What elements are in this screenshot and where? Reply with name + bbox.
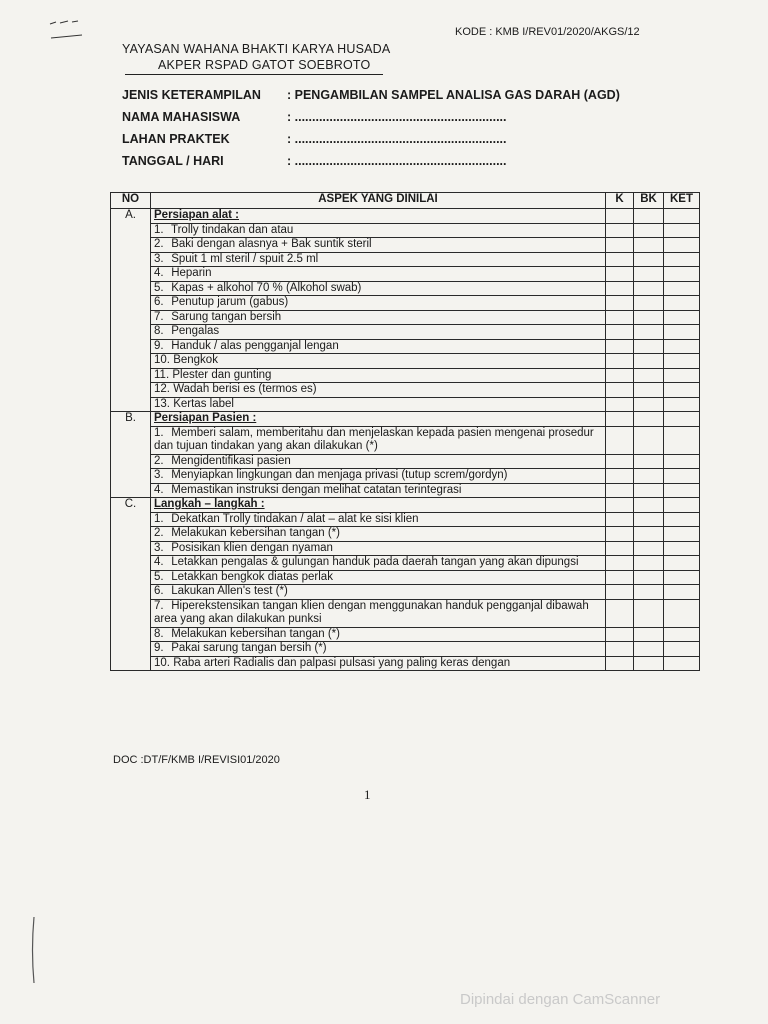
table-row: [111, 599, 700, 627]
table-row: [111, 585, 700, 600]
score-cell-k: [606, 454, 634, 469]
info-label: LAHAN PRAKTEK: [122, 132, 230, 146]
table-row: [111, 310, 700, 325]
info-label: TANGGAL / HARI: [122, 154, 224, 168]
item-text: Spuit 1 ml steril / spuit 2.5 ml: [171, 252, 319, 265]
item-cell: [151, 368, 606, 383]
score-cell-bk: [634, 527, 664, 542]
score-cell-ket: [664, 599, 700, 627]
table-row: [111, 383, 700, 398]
score-cell-ket: [664, 368, 700, 383]
info-label: JENIS KETERAMPILAN: [122, 88, 261, 102]
item-text: Baki dengan alasnya + Bak suntik steril: [171, 238, 372, 250]
table-row: [111, 627, 700, 642]
score-cell-bk: [634, 469, 664, 484]
table-row: [111, 223, 700, 238]
score-cell-ket: [664, 281, 700, 296]
score-cell-k: [606, 527, 634, 542]
score-cell-bk: [634, 656, 664, 671]
item-cell: [151, 310, 606, 325]
item-cell: [151, 296, 606, 311]
section-title: Persiapan alat :: [151, 209, 606, 224]
item-text: Raba arteri Radialis dan palpasi pulsasi yang paling keras dengan: [173, 656, 511, 669]
item-number: 1.: [154, 512, 164, 525]
table-row: [111, 339, 700, 354]
info-row: [122, 154, 506, 168]
score-cell-k: [606, 238, 634, 253]
score-cell-bk: [634, 512, 664, 527]
item-text: Kapas + alkohol 70 % (Alkohol swab): [171, 281, 362, 294]
score-cell-ket: [664, 267, 700, 282]
score-cell-bk: [634, 570, 664, 585]
score-cell-ket: [664, 339, 700, 354]
item-number: 11.: [154, 368, 170, 381]
score-cell-bk: [634, 498, 664, 513]
header-bk: BK: [634, 193, 664, 209]
item-number: 8.: [154, 627, 164, 640]
table-row: [111, 512, 700, 527]
score-cell-k: [606, 541, 634, 556]
item-cell: [151, 527, 606, 542]
item-cell: [151, 354, 606, 369]
item-cell: [151, 454, 606, 469]
item-number: 12.: [154, 383, 170, 395]
section-number: A.: [111, 209, 151, 412]
score-cell-ket: [664, 656, 700, 671]
score-cell-k: [606, 498, 634, 513]
score-cell-k: [606, 310, 634, 325]
table-row: [111, 296, 700, 311]
score-cell-k: [606, 512, 634, 527]
item-number: 9.: [154, 642, 164, 654]
item-cell: [151, 426, 606, 454]
score-cell-bk: [634, 252, 664, 267]
score-cell-bk: [634, 642, 664, 657]
score-cell-ket: [664, 585, 700, 600]
item-number: 10.: [154, 656, 170, 669]
item-text: Heparin: [171, 267, 212, 279]
table-row: [111, 354, 700, 369]
score-cell-ket: [664, 238, 700, 253]
item-text: Menyiapkan lingkungan dan menjaga privasi (tutup screm/gordyn): [171, 469, 508, 481]
item-text: Memberi salam, memberitahu dan menjelaskan kepada pasien mengenai prosedur dan tujuan tindakan yang akan dilakukan (*): [154, 426, 594, 452]
score-cell-ket: [664, 498, 700, 513]
item-text: Handuk / alas pengganjal lengan: [171, 339, 339, 352]
section-number: B.: [111, 412, 151, 498]
score-cell-k: [606, 354, 634, 369]
info-value: : PENGAMBILAN SAMPEL ANALISA GAS DARAH (AGD): [287, 88, 620, 102]
item-text: Kertas label: [173, 397, 234, 410]
section-row: [111, 498, 700, 513]
section-title: Langkah – langkah :: [151, 498, 606, 513]
table-row: [111, 642, 700, 657]
doc-revision: DOC :DT/F/KMB I/REVISI01/2020: [113, 754, 280, 766]
item-number: 2.: [154, 527, 164, 539]
table-row: [111, 556, 700, 571]
score-cell-k: [606, 252, 634, 267]
assessment-table: [110, 192, 700, 671]
score-cell-ket: [664, 454, 700, 469]
score-cell-ket: [664, 469, 700, 484]
score-cell-ket: [664, 325, 700, 340]
score-cell-bk: [634, 223, 664, 238]
info-row: [122, 110, 506, 124]
score-cell-k: [606, 383, 634, 398]
score-cell-ket: [664, 354, 700, 369]
score-cell-k: [606, 325, 634, 340]
item-text: Lakukan Allen's test (*): [171, 585, 288, 597]
info-value: : .............................................................: [287, 154, 507, 168]
score-cell-bk: [634, 585, 664, 600]
item-cell: [151, 556, 606, 571]
item-number: 7.: [154, 599, 164, 612]
item-number: 3.: [154, 252, 164, 265]
score-cell-k: [606, 656, 634, 671]
item-cell: [151, 656, 606, 671]
score-cell-ket: [664, 642, 700, 657]
item-text: Bengkok: [173, 354, 218, 366]
score-cell-k: [606, 599, 634, 627]
item-text: Mengidentifikasi pasien: [171, 454, 291, 467]
item-number: 4.: [154, 267, 164, 279]
institution-underline: [125, 74, 383, 75]
item-number: 1.: [154, 426, 164, 439]
score-cell-ket: [664, 527, 700, 542]
item-cell: [151, 483, 606, 498]
score-cell-ket: [664, 209, 700, 224]
item-cell: [151, 325, 606, 340]
score-cell-bk: [634, 383, 664, 398]
score-cell-ket: [664, 483, 700, 498]
item-cell: [151, 627, 606, 642]
score-cell-bk: [634, 397, 664, 412]
table-row: [111, 483, 700, 498]
item-number: 3.: [154, 541, 164, 554]
score-cell-ket: [664, 397, 700, 412]
score-cell-ket: [664, 412, 700, 427]
item-text: Plester dan gunting: [172, 368, 272, 381]
item-cell: [151, 281, 606, 296]
item-text: Penutup jarum (gabus): [171, 296, 289, 308]
item-number: 5.: [154, 281, 164, 294]
info-value: : .............................................................: [287, 110, 507, 124]
section-row: [111, 412, 700, 427]
score-cell-ket: [664, 556, 700, 571]
score-cell-k: [606, 223, 634, 238]
score-cell-k: [606, 281, 634, 296]
item-cell: [151, 512, 606, 527]
score-cell-bk: [634, 454, 664, 469]
table-row: [111, 541, 700, 556]
score-cell-k: [606, 368, 634, 383]
item-text: Pakai sarung tangan bersih (*): [171, 642, 327, 654]
score-cell-ket: [664, 252, 700, 267]
info-value: : .............................................................: [287, 132, 507, 146]
item-text: Melakukan kebersihan tangan (*): [171, 527, 340, 539]
info-row: [122, 88, 620, 102]
table-row: [111, 570, 700, 585]
score-cell-k: [606, 570, 634, 585]
score-cell-ket: [664, 426, 700, 454]
score-cell-k: [606, 556, 634, 571]
item-text: Letakkan pengalas & gulungan handuk pada daerah tangan yang akan dipungsi: [171, 556, 579, 568]
item-number: 4.: [154, 483, 164, 496]
item-number: 9.: [154, 339, 164, 352]
item-text: Letakkan bengkok diatas perlak: [171, 570, 333, 583]
item-text: Trolly tindakan dan atau: [171, 223, 294, 236]
score-cell-bk: [634, 483, 664, 498]
item-text: Posisikan klien dengan nyaman: [171, 541, 333, 554]
item-cell: [151, 541, 606, 556]
table-row: [111, 252, 700, 267]
score-cell-ket: [664, 383, 700, 398]
score-cell-k: [606, 412, 634, 427]
item-number: 3.: [154, 469, 164, 481]
score-cell-bk: [634, 325, 664, 340]
item-text: Melakukan kebersihan tangan (*): [171, 627, 340, 640]
score-cell-bk: [634, 412, 664, 427]
score-cell-ket: [664, 627, 700, 642]
score-cell-bk: [634, 296, 664, 311]
section-number: C.: [111, 498, 151, 671]
table-row: [111, 426, 700, 454]
item-number: 6.: [154, 585, 164, 597]
score-cell-bk: [634, 209, 664, 224]
score-cell-k: [606, 209, 634, 224]
table-row: [111, 267, 700, 282]
score-cell-bk: [634, 310, 664, 325]
item-text: Pengalas: [171, 325, 220, 337]
item-text: Memastikan instruksi dengan melihat catatan terintegrasi: [171, 483, 462, 496]
item-number: 1.: [154, 223, 164, 236]
page-number: 1: [364, 787, 371, 802]
score-cell-bk: [634, 281, 664, 296]
score-cell-bk: [634, 599, 664, 627]
item-text: Wadah berisi es (termos es): [173, 383, 317, 395]
score-cell-k: [606, 267, 634, 282]
header-aspek: ASPEK YANG DINILAI: [151, 193, 606, 209]
score-cell-bk: [634, 354, 664, 369]
section-row: [111, 209, 700, 224]
item-cell: [151, 570, 606, 585]
item-cell: [151, 223, 606, 238]
score-cell-ket: [664, 570, 700, 585]
table-row: [111, 325, 700, 340]
score-cell-bk: [634, 368, 664, 383]
header-ket: KET: [664, 193, 700, 209]
item-text: Hiperekstensikan tangan klien dengan menggunakan handuk pengganjal dibawah area yang akan dilakukan punksi: [154, 599, 589, 625]
header-k: K: [606, 193, 634, 209]
item-cell: [151, 642, 606, 657]
section-title: Persiapan Pasien :: [151, 412, 606, 427]
institution-name: YAYASAN WAHANA BHAKTI KARYA HUSADA: [122, 42, 391, 56]
page-edge-mark: [30, 915, 36, 985]
item-text: Sarung tangan bersih: [171, 310, 282, 323]
table-row: [111, 238, 700, 253]
score-cell-ket: [664, 541, 700, 556]
table-row: [111, 656, 700, 671]
item-number: 10.: [154, 354, 170, 366]
score-cell-bk: [634, 267, 664, 282]
score-cell-k: [606, 296, 634, 311]
score-cell-bk: [634, 238, 664, 253]
pen-scribble-mark: [48, 18, 88, 42]
item-cell: [151, 585, 606, 600]
score-cell-k: [606, 469, 634, 484]
score-cell-bk: [634, 627, 664, 642]
table-header-row: [111, 193, 700, 209]
item-number: 2.: [154, 454, 164, 467]
header-no: NO: [111, 193, 151, 209]
item-cell: [151, 383, 606, 398]
item-cell: [151, 238, 606, 253]
score-cell-ket: [664, 223, 700, 238]
table-body: [111, 209, 700, 671]
score-cell-k: [606, 397, 634, 412]
info-row: [122, 132, 506, 146]
item-cell: [151, 599, 606, 627]
item-number: 4.: [154, 556, 164, 568]
scanner-watermark: Dipindai dengan CamScanner: [460, 991, 661, 1008]
document-code: KODE : KMB I/REV01/2020/AKGS/12: [455, 26, 640, 38]
table-row: [111, 454, 700, 469]
item-number: 13.: [154, 397, 170, 410]
score-cell-bk: [634, 541, 664, 556]
table-row: [111, 469, 700, 484]
item-cell: [151, 469, 606, 484]
item-number: 2.: [154, 238, 164, 250]
item-cell: [151, 339, 606, 354]
score-cell-bk: [634, 339, 664, 354]
table-row: [111, 281, 700, 296]
item-text: Dekatkan Trolly tindakan / alat – alat ke sisi klien: [171, 512, 419, 525]
institution-subname: AKPER RSPAD GATOT SOEBROTO: [158, 58, 371, 72]
table-row: [111, 368, 700, 383]
item-cell: [151, 397, 606, 412]
score-cell-bk: [634, 556, 664, 571]
table-row: [111, 397, 700, 412]
item-number: 5.: [154, 570, 164, 583]
score-cell-k: [606, 642, 634, 657]
table-row: [111, 527, 700, 542]
score-cell-k: [606, 585, 634, 600]
score-cell-k: [606, 339, 634, 354]
score-cell-k: [606, 483, 634, 498]
score-cell-ket: [664, 296, 700, 311]
item-number: 7.: [154, 310, 164, 323]
score-cell-k: [606, 426, 634, 454]
item-number: 6.: [154, 296, 164, 308]
item-cell: [151, 252, 606, 267]
score-cell-bk: [634, 426, 664, 454]
score-cell-ket: [664, 310, 700, 325]
item-number: 8.: [154, 325, 164, 337]
item-cell: [151, 267, 606, 282]
score-cell-k: [606, 627, 634, 642]
info-label: NAMA MAHASISWA: [122, 110, 241, 124]
score-cell-ket: [664, 512, 700, 527]
